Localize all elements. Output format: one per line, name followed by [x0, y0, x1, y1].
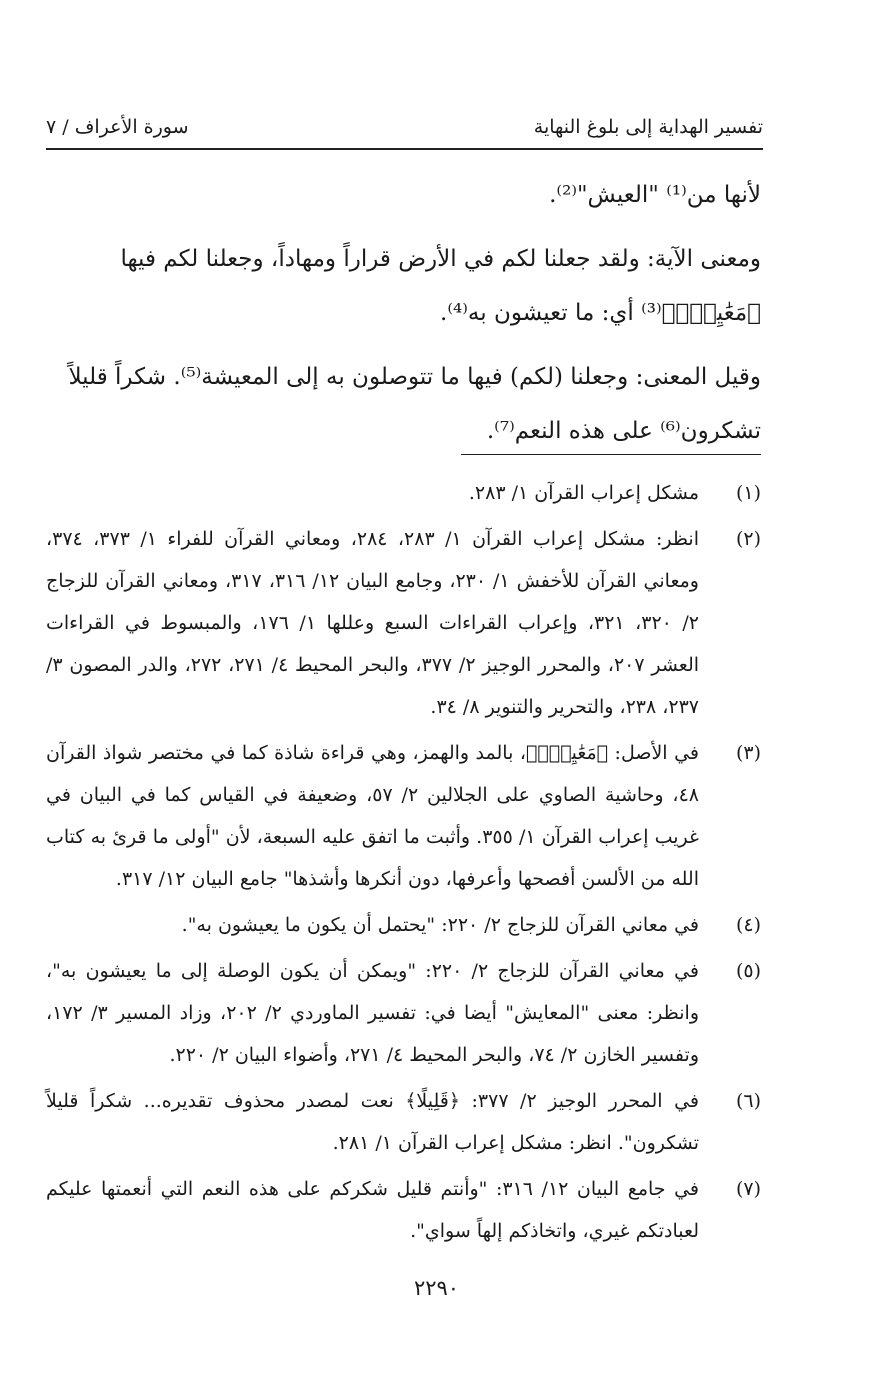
footnotes	[46, 472, 761, 1256]
running-header	[46, 112, 763, 150]
footnote-number: (٤)	[735, 914, 761, 936]
main-paragraph-3	[46, 350, 761, 458]
main-line: تشكرون⁽⁶⁾ على هذه النعم⁽⁷⁾.	[486, 418, 761, 444]
page-number: ٢٢٩٠	[413, 1276, 460, 1300]
footnote-number: (٥)	[735, 960, 761, 982]
footnote-number: (١)	[735, 482, 761, 504]
footnote-7	[46, 1168, 761, 1252]
main-line: وقيل المعنى: وجعلنا (لكم) فيها ما تتوصلون به إلى المعيشة⁽⁵⁾. شكراً قليلاً	[68, 364, 761, 390]
footnote-number: (٧)	[735, 1178, 761, 1200]
footnote-3	[46, 732, 761, 900]
footnote-text: في معاني القرآن للزجاج ٢/ ٢٢٠: "يحتمل أن يكون ما يعيشون به".	[181, 914, 699, 936]
footnote-1	[46, 472, 761, 514]
main-line: ﴿مَعَٰيِشَۗ﴾⁽³⁾ أي: ما تعيشون به⁽⁴⁾.	[440, 300, 761, 326]
footnote-separator	[461, 454, 761, 455]
footnote-text: في معاني القرآن للزجاج ٢/ ٢٢٠: "ويمكن أن يكون الوصلة إلى ما يعيشون به"، وانظر: معنى "المعايش" أيضا في: تفسير الماوردي ٢/ ٢٠٢، وزاد المسير ٣/ ١٧٢، وتفسير الخازن ٢/ ٧٤، والبحر المحيط ٤/ ٢٧١، وأضواء البيان ٢/ ٢٢٠.	[46, 960, 699, 1066]
main-paragraph-2	[46, 232, 761, 340]
footnote-4	[46, 904, 761, 946]
footnote-text: انظر: مشكل إعراب القرآن ١/ ٢٨٣، ٢٨٤، ومعاني القرآن للفراء ١/ ٣٧٣، ٣٧٤، ومعاني القرآن للأخفش ١/ ٢٣٠، وجامع البيان ١٢/ ٣١٦، ٣١٧، ومعاني القرآن للزجاج ٢/ ٣٢٠، ٣٢١، وإعراب القراءات السبع وعللها ١/ ١٧٦، والمبسوط في القراءات العشر ٢٠٧، والمحرر الوجيز ٢/ ٣٧٧، والبحر المحيط ٤/ ٢٧١، ٢٧٢، والدر المصون ٣/ ٢٣٧، ٢٣٨، والتحرير والتنوير ٨/ ٣٤.	[46, 528, 700, 718]
book-title: تفسير الهداية إلى بلوغ النهاية	[533, 116, 763, 138]
footnote-text: في جامع البيان ١٢/ ٣١٦: "وأنتم قليل شكركم على هذه النعم التي أنعمتها عليكم لعبادتكم غيري، واتخاذكم إلهاً سواي".	[46, 1178, 699, 1242]
footnote-number: (٦)	[735, 1090, 761, 1112]
footnote-6	[46, 1080, 761, 1164]
footnote-text: مشكل إعراب القرآن ١/ ٢٨٣.	[468, 482, 699, 504]
main-paragraph-1	[46, 168, 761, 222]
main-line: لأنها من⁽¹⁾ "العيش"⁽²⁾.	[549, 182, 761, 208]
footnote-text: في المحرر الوجيز ٢/ ٣٧٧: ﴿قَلِيلًا﴾ نعت لمصدر محذوف تقديره... شكراً قليلاً تشكرون". انظر: مشكل إعراب القرآن ١/ ٢٨١.	[46, 1090, 699, 1154]
main-text	[46, 168, 761, 458]
footnote-5	[46, 950, 761, 1076]
main-line: ومعنى الآية: ولقد جعلنا لكم في الأرض قراراً ومهاداً، وجعلنا لكم فيها	[120, 246, 761, 272]
footnote-number: (٣)	[735, 742, 761, 764]
footnote-2	[46, 518, 761, 728]
footnote-text: في الأصل: ﴿مَعَٰيِشَۗ﴾، بالمد والهمز، وهي قراءة شاذة كما في مختصر شواذ القرآن ٤٨، وحاشية الصاوي على الجلالين ٢/ ٥٧، وضعيفة في القياس كما في البيان في غريب إعراب القرآن ١/ ٣٥٥. وأثبت ما اتفق عليه السبعة، لأن "أولى ما قرئ به كتاب الله من الألسن أفصحها وأعرفها، دون أنكرها وأشذها" جامع البيان ١٢/ ٣١٧.	[46, 742, 699, 890]
surah-label: سورة الأعراف / ٧	[46, 116, 189, 138]
footnote-number: (٢)	[735, 528, 761, 550]
